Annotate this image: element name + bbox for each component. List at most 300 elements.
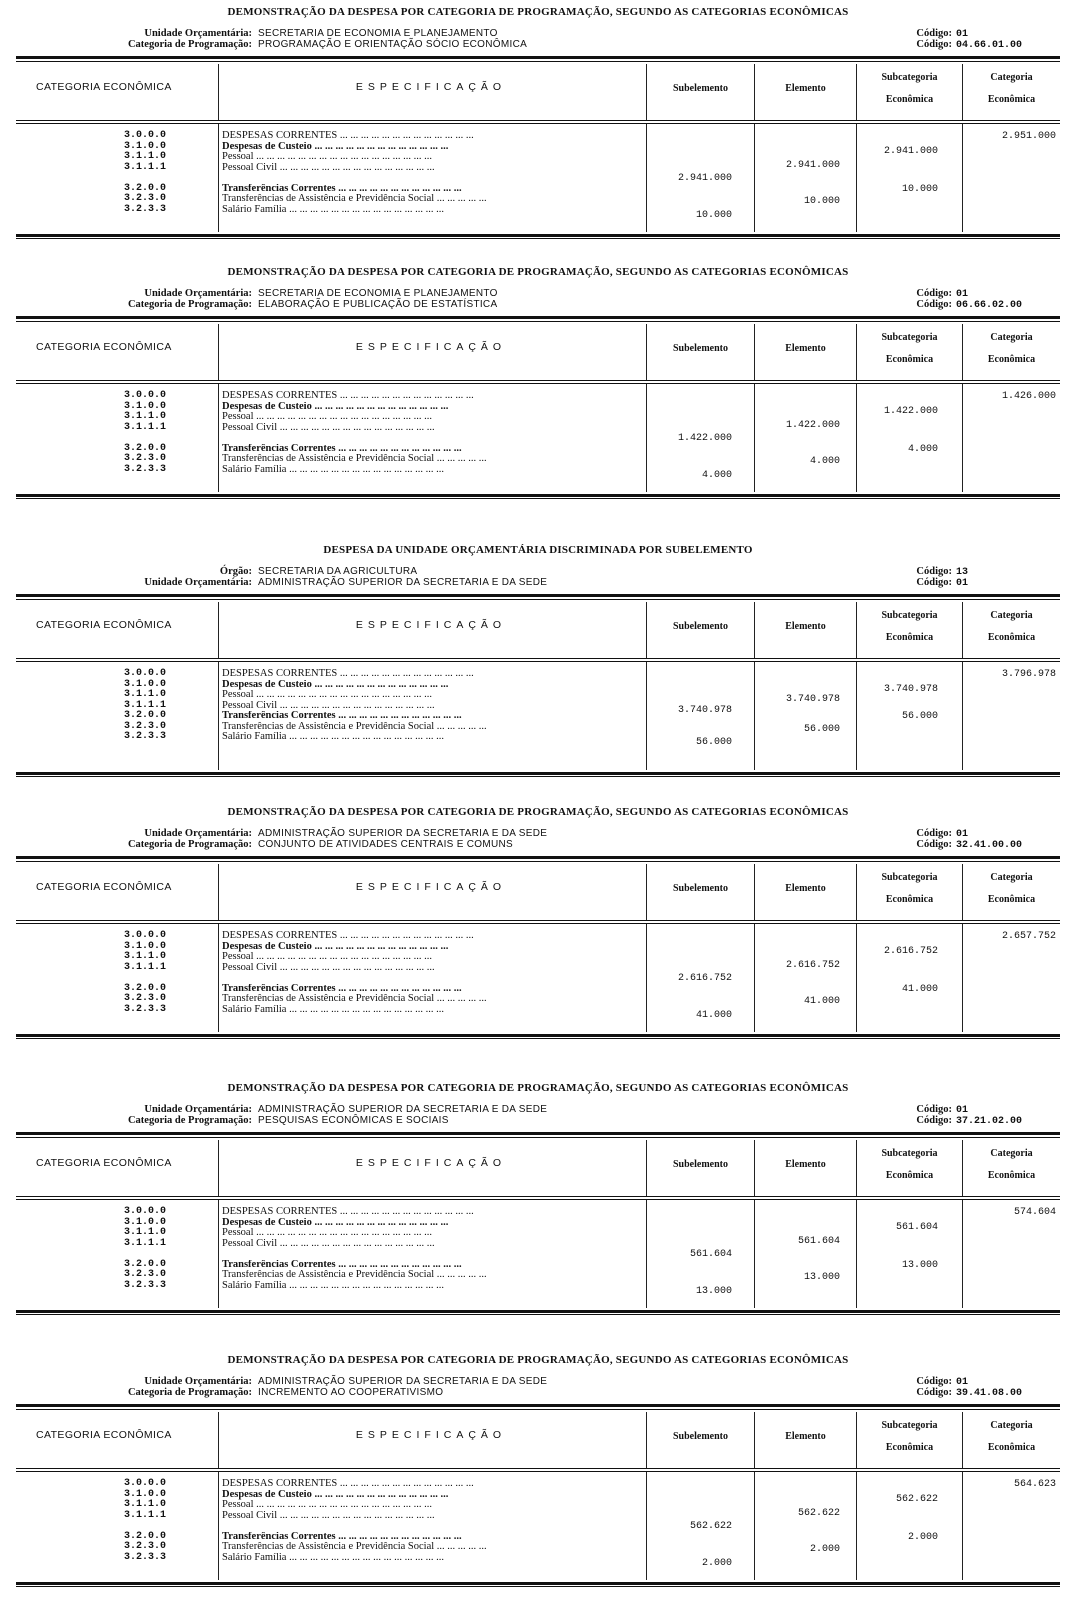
header-categoria-economica-col: Econômica [987, 1170, 1036, 1181]
table-rule [16, 1468, 1060, 1469]
meta-label: Unidade Orçamentária: [144, 28, 252, 39]
column-divider [218, 864, 219, 920]
header-categoria: Categoria [990, 72, 1033, 83]
code-value: 32.41.00.00 [956, 840, 1023, 851]
column-divider [218, 64, 219, 120]
code-label: Código: [916, 577, 952, 588]
category-code: 3.1.0.0 [123, 940, 166, 952]
code-label: Código: [916, 828, 952, 839]
header-categoria: Categoria [990, 1148, 1033, 1159]
code-label: Código: [916, 1104, 952, 1115]
header-categoria-economica-col: Econômica [987, 94, 1036, 105]
specification-item: Salário Família ... ... ... ... ... ... ... ... ... ... ... ... ... ... ... [222, 732, 444, 742]
specification-item: Transferências Correntes ... ... ... ... ... ... ... ... ... ... ... ... [222, 443, 462, 454]
value-elemento: 13.000 [803, 1272, 840, 1283]
category-code: 3.1.0.0 [123, 1488, 166, 1500]
code-value: 13 [956, 567, 969, 578]
header-subcategoria: Subcategoria [881, 332, 938, 343]
code-value: 01 [956, 1377, 969, 1388]
header-subelemento: Subelemento [673, 621, 728, 632]
category-codes [76, 1207, 166, 1291]
meta-row [56, 299, 497, 310]
specification-item: Transferências de Assistência e Previdência Social ... ... ... ... ... [222, 994, 487, 1004]
category-code: 3.1.1.1 [123, 1509, 166, 1521]
meta-label: Categoria de Programação: [127, 1387, 252, 1398]
table-rule [16, 1199, 1060, 1200]
specification-item: Despesas de Custeio ... ... ... ... ... ... ... ... ... ... ... ... ... [222, 401, 449, 412]
specification-item: Pessoal Civil ... ... ... ... ... ... ... ... ... ... ... ... ... ... ... [222, 1238, 435, 1249]
category-code [76, 1249, 166, 1260]
meta-value: SECRETARIA DE ECONOMIA E PLANEJAMENTO [258, 288, 498, 299]
value-categoria: 1.426.000 [1001, 391, 1056, 402]
column-divider [754, 662, 755, 770]
column-divider [218, 124, 219, 232]
meta-row [56, 828, 547, 839]
code-value: 01 [956, 829, 969, 840]
meta-label: Unidade Orçamentária: [144, 1104, 252, 1115]
category-code: 3.1.1.1 [123, 699, 166, 711]
value-subelemento: 56.000 [695, 737, 732, 748]
column-divider [962, 662, 963, 770]
category-code: 3.0.0.0 [123, 130, 166, 141]
specification-item [222, 1521, 634, 1532]
value-subelemento: 561.604 [689, 1248, 732, 1260]
column-divider [962, 924, 963, 1032]
specification-item: Pessoal ... ... ... ... ... ... ... ... ... ... ... ... ... ... ... ... ... [222, 1500, 432, 1510]
section-title: DEMONSTRAÇÃO DA DESPESA POR CATEGORIA DE PROGRAMAÇÃO, SEGUNDO AS CATEGORIAS ECONÔMICAS [227, 6, 849, 18]
category-code: 3.1.1.1 [123, 161, 166, 173]
header-especificacao: ESPECIFICAÇÃO [355, 881, 507, 893]
value-subelemento: 41.000 [695, 1009, 732, 1021]
header-categoria-economica-col: Econômica [987, 354, 1036, 365]
value-categoria: 2.951.000 [1001, 131, 1056, 142]
specification-item: Pessoal ... ... ... ... ... ... ... ... ... ... ... ... ... ... ... ... ... [222, 952, 432, 962]
value-subcategoria: 2.000 [907, 1531, 938, 1543]
column-divider [754, 1200, 755, 1308]
specification-list [222, 391, 634, 475]
value-subelemento: 2.616.752 [677, 972, 732, 984]
specification-list [222, 131, 634, 215]
meta-label: Unidade Orçamentária: [144, 577, 252, 588]
meta-label: Categoria de Programação: [127, 299, 252, 310]
specification-item: Salário Família ... ... ... ... ... ... ... ... ... ... ... ... ... ... ... [222, 1004, 444, 1015]
value-elemento: 56.000 [803, 723, 840, 735]
value-categoria: 564.623 [1013, 1479, 1056, 1490]
specification-item: Salário Família ... ... ... ... ... ... ... ... ... ... ... ... ... ... ... [222, 464, 444, 475]
category-code: 3.2.3.3 [123, 1003, 166, 1015]
table-rule [16, 599, 1060, 600]
category-code: 3.2.3.0 [123, 993, 166, 1004]
table-rule [16, 1582, 1060, 1585]
table-rule [16, 120, 1060, 121]
code-value: 37.21.02.00 [956, 1116, 1023, 1127]
code-label: Código: [916, 288, 952, 299]
meta-row [56, 39, 527, 50]
header-especificacao: ESPECIFICAÇÃO [355, 1157, 507, 1169]
header-categoria-economica: CATEGORIA ECONÔMICA [36, 1157, 172, 1169]
value-subcategoria: 56.000 [901, 711, 938, 722]
specification-item: Transferências de Assistência e Previdência Social ... ... ... ... ... [222, 194, 487, 204]
column-divider [856, 924, 857, 1032]
value-subcategoria: 561.604 [895, 1221, 938, 1233]
specification-item: Despesas de Custeio ... ... ... ... ... ... ... ... ... ... ... ... ... [222, 679, 449, 690]
specification-item: DESPESAS CORRENTES ... ... ... ... ... ... ... ... ... ... ... ... ... [222, 1479, 474, 1489]
category-code: 3.2.3.0 [123, 720, 166, 732]
header-subcategoria: Subcategoria [881, 72, 938, 83]
column-divider [218, 1472, 219, 1580]
category-code: 3.2.0.0 [123, 710, 166, 721]
meta-label: Unidade Orçamentária: [144, 1376, 252, 1387]
header-categoria: Categoria [990, 872, 1033, 883]
meta-value: PROGRAMAÇÃO E ORIENTAÇÃO SÓCIO ECONÔMICA [258, 39, 528, 50]
value-elemento: 4.000 [809, 456, 840, 467]
value-subelemento: 3.740.978 [677, 704, 732, 716]
meta-value: ADMINISTRAÇÃO SUPERIOR DA SECRETARIA E DA SEDE [258, 828, 548, 839]
specification-item: DESPESAS CORRENTES ... ... ... ... ... ... ... ... ... ... ... ... ... [222, 931, 474, 941]
header-subcategoria-economica: Econômica [885, 894, 934, 905]
category-code: 3.1.1.1 [123, 961, 166, 973]
budget-section [16, 806, 1060, 1056]
meta-row [56, 28, 498, 39]
specification-list [222, 669, 634, 743]
specification-item: Pessoal Civil ... ... ... ... ... ... ... ... ... ... ... ... ... ... ... [222, 162, 435, 173]
category-codes [76, 391, 166, 475]
meta-label: Categoria de Programação: [127, 39, 252, 50]
category-code: 3.2.3.3 [123, 1279, 166, 1291]
category-code: 3.2.3.3 [123, 731, 166, 742]
column-divider [856, 384, 857, 492]
table-rule [16, 776, 1060, 777]
section-title: DEMONSTRAÇÃO DA DESPESA POR CATEGORIA DE PROGRAMAÇÃO, SEGUNDO AS CATEGORIAS ECONÔMICAS [227, 1354, 849, 1366]
code-row [912, 299, 1022, 311]
code-value: 39.41.08.00 [956, 1388, 1023, 1399]
value-categoria: 574.604 [1013, 1207, 1056, 1218]
table-rule [16, 1132, 1060, 1135]
header-subelemento: Subelemento [673, 883, 728, 894]
specification-item: Pessoal Civil ... ... ... ... ... ... ... ... ... ... ... ... ... ... ... [222, 1510, 435, 1521]
specification-item: Despesas de Custeio ... ... ... ... ... ... ... ... ... ... ... ... ... [222, 141, 449, 152]
expense-table [16, 1404, 1060, 1594]
table-rule [16, 61, 1060, 62]
header-elemento: Elemento [785, 1431, 826, 1442]
value-subelemento: 4.000 [701, 469, 732, 481]
column-divider [962, 1472, 963, 1580]
specification-item: Pessoal ... ... ... ... ... ... ... ... ... ... ... ... ... ... ... ... ... [222, 412, 432, 422]
section-title: DEMONSTRAÇÃO DA DESPESA POR CATEGORIA DE PROGRAMAÇÃO, SEGUNDO AS CATEGORIAS ECONÔMICAS [227, 1082, 849, 1094]
header-categoria: Categoria [990, 1420, 1033, 1431]
column-divider [218, 1200, 219, 1308]
header-elemento: Elemento [785, 621, 826, 632]
category-code: 3.1.1.0 [123, 411, 166, 422]
header-subelemento: Subelemento [673, 1159, 728, 1170]
table-rule [16, 56, 1060, 59]
category-codes [76, 1479, 166, 1563]
specification-item: DESPESAS CORRENTES ... ... ... ... ... ... ... ... ... ... ... ... ... [222, 391, 474, 401]
value-subelemento: 13.000 [695, 1285, 732, 1297]
column-divider [754, 384, 755, 492]
header-categoria: Categoria [990, 332, 1033, 343]
meta-row [56, 1376, 547, 1387]
category-code: 3.1.1.1 [123, 421, 166, 433]
header-categoria-economica-col: Econômica [987, 894, 1036, 905]
header-subelemento: Subelemento [673, 83, 728, 94]
category-code: 3.2.3.0 [123, 193, 166, 204]
column-divider [856, 124, 857, 232]
category-code: 3.1.1.1 [123, 1237, 166, 1249]
category-code: 3.1.0.0 [123, 1216, 166, 1228]
meta-row [56, 566, 417, 577]
meta-row [56, 839, 513, 850]
category-code: 3.1.1.0 [123, 951, 166, 962]
category-code: 3.2.0.0 [123, 1530, 166, 1542]
specification-item [222, 433, 634, 444]
code-label: Código: [916, 1376, 952, 1387]
specification-item: DESPESAS CORRENTES ... ... ... ... ... ... ... ... ... ... ... ... ... [222, 1207, 474, 1217]
expense-table [16, 56, 1060, 246]
column-divider [218, 1140, 219, 1196]
code-label: Código: [916, 566, 952, 577]
header-subcategoria-economica: Econômica [885, 354, 934, 365]
specification-item: Pessoal ... ... ... ... ... ... ... ... ... ... ... ... ... ... ... ... ... [222, 1228, 432, 1238]
header-especificacao: ESPECIFICAÇÃO [355, 619, 507, 631]
header-subcategoria-economica: Econômica [885, 1170, 934, 1181]
value-subelemento: 2.000 [701, 1557, 732, 1569]
meta-value: ADMINISTRAÇÃO SUPERIOR DA SECRETARIA E DA SEDE [258, 577, 548, 588]
value-subcategoria: 41.000 [901, 983, 938, 995]
specification-item: Pessoal Civil ... ... ... ... ... ... ... ... ... ... ... ... ... ... ... [222, 962, 435, 973]
column-divider [646, 662, 647, 770]
category-code: 3.1.1.0 [123, 689, 166, 700]
value-subelemento: 2.941.000 [677, 172, 732, 184]
column-divider [218, 662, 219, 770]
category-code [76, 433, 166, 444]
column-divider [754, 124, 755, 232]
code-value: 04.66.01.00 [956, 40, 1023, 51]
value-elemento: 3.740.978 [785, 694, 840, 705]
category-code: 3.2.3.3 [123, 463, 166, 475]
meta-value: SECRETARIA DA AGRICULTURA [258, 566, 418, 577]
value-subelemento: 562.622 [689, 1520, 732, 1532]
category-code [76, 973, 166, 984]
table-rule [16, 1586, 1060, 1587]
meta-value: ADMINISTRAÇÃO SUPERIOR DA SECRETARIA E DA SEDE [258, 1376, 548, 1387]
meta-row [56, 1115, 449, 1126]
category-code: 3.2.0.0 [123, 982, 166, 994]
expense-table [16, 1132, 1060, 1322]
table-rule [16, 1137, 1060, 1138]
code-label: Código: [916, 1387, 952, 1398]
meta-label: Categoria de Programação: [127, 1115, 252, 1126]
header-elemento: Elemento [785, 883, 826, 894]
meta-row [56, 1387, 443, 1398]
header-categoria-economica-col: Econômica [987, 1442, 1036, 1453]
meta-label: Órgão: [219, 566, 252, 577]
code-row [912, 1387, 1022, 1399]
category-code: 3.1.1.0 [123, 1227, 166, 1238]
header-subcategoria: Subcategoria [881, 872, 938, 883]
section-title: DESPESA DA UNIDADE ORÇAMENTÁRIA DISCRIMINADA POR SUBELEMENTO [323, 544, 753, 556]
specification-list [222, 1207, 634, 1291]
header-especificacao: ESPECIFICAÇÃO [355, 341, 507, 353]
specification-item: Salário Família ... ... ... ... ... ... ... ... ... ... ... ... ... ... ... [222, 204, 444, 215]
specification-item: Transferências Correntes ... ... ... ... ... ... ... ... ... ... ... ... [222, 183, 462, 194]
specification-item: Despesas de Custeio ... ... ... ... ... ... ... ... ... ... ... ... ... [222, 941, 449, 952]
meta-label: Categoria de Programação: [127, 839, 252, 850]
code-label: Código: [916, 299, 952, 310]
section-title: DEMONSTRAÇÃO DA DESPESA POR CATEGORIA DE PROGRAMAÇÃO, SEGUNDO AS CATEGORIAS ECONÔMICAS [227, 266, 849, 278]
value-subelemento: 10.000 [695, 209, 732, 221]
specification-item: Pessoal Civil ... ... ... ... ... ... ... ... ... ... ... ... ... ... ... [222, 422, 435, 433]
header-subcategoria-economica: Econômica [885, 94, 934, 105]
category-code: 3.1.0.0 [123, 400, 166, 412]
column-divider [856, 1200, 857, 1308]
header-categoria: Categoria [990, 610, 1033, 621]
table-rule [16, 234, 1060, 237]
section-title: DEMONSTRAÇÃO DA DESPESA POR CATEGORIA DE PROGRAMAÇÃO, SEGUNDO AS CATEGORIAS ECONÔMICAS [227, 806, 849, 818]
category-code: 3.2.3.0 [123, 453, 166, 464]
specification-list [222, 1479, 634, 1563]
category-code: 3.2.0.0 [123, 1258, 166, 1270]
code-value: 01 [956, 29, 969, 40]
header-categoria-economica: CATEGORIA ECONÔMICA [36, 881, 172, 893]
value-elemento: 562.622 [797, 1508, 840, 1519]
specification-item: Despesas de Custeio ... ... ... ... ... ... ... ... ... ... ... ... ... [222, 1489, 449, 1500]
table-rule [16, 1196, 1060, 1197]
expense-table [16, 316, 1060, 506]
category-code [76, 173, 166, 184]
table-rule [16, 316, 1060, 319]
budget-section [16, 266, 1060, 516]
table-rule [16, 1409, 1060, 1410]
table-rule [16, 1038, 1060, 1039]
value-subcategoria: 3.740.978 [883, 683, 938, 695]
specification-item: DESPESAS CORRENTES ... ... ... ... ... ... ... ... ... ... ... ... ... [222, 669, 474, 679]
category-code: 3.1.0.0 [123, 678, 166, 690]
specification-item [222, 173, 634, 184]
table-rule [16, 861, 1060, 862]
column-divider [856, 1472, 857, 1580]
specification-item: Transferências de Assistência e Previdência Social ... ... ... ... ... [222, 721, 487, 732]
meta-value: CONJUNTO DE ATIVIDADES CENTRAIS E COMUNS [258, 839, 513, 850]
table-rule [16, 1034, 1060, 1037]
specification-item [222, 1249, 634, 1260]
specification-list [222, 931, 634, 1015]
meta-label: Unidade Orçamentária: [144, 288, 252, 299]
specification-item: Pessoal ... ... ... ... ... ... ... ... ... ... ... ... ... ... ... ... ... [222, 152, 432, 162]
header-subelemento: Subelemento [673, 343, 728, 354]
meta-value: INCREMENTO AO COOPERATIVISMO [258, 1387, 444, 1398]
meta-row [56, 577, 547, 588]
table-rule [16, 238, 1060, 239]
code-value: 01 [956, 1105, 969, 1116]
category-codes [76, 931, 166, 1015]
specification-item: Transferências Correntes ... ... ... ... ... ... ... ... ... ... ... ... [222, 1259, 462, 1270]
table-rule [16, 498, 1060, 499]
header-categoria-economica: CATEGORIA ECONÔMICA [36, 1429, 172, 1441]
code-label: Código: [916, 1115, 952, 1126]
category-code: 3.1.1.0 [123, 1499, 166, 1510]
code-value: 06.66.02.00 [956, 300, 1023, 311]
value-elemento: 10.000 [803, 196, 840, 207]
column-divider [962, 124, 963, 232]
header-especificacao: ESPECIFICAÇÃO [355, 81, 507, 93]
category-code: 3.0.0.0 [123, 1206, 166, 1217]
table-rule [16, 856, 1060, 859]
header-categoria-economica-col: Econômica [987, 632, 1036, 643]
value-categoria: 2.657.752 [1001, 931, 1056, 942]
column-divider [218, 324, 219, 380]
code-value: 01 [956, 578, 969, 589]
table-rule [16, 1471, 1060, 1472]
specification-item: Transferências de Assistência e Previdência Social ... ... ... ... ... [222, 1542, 487, 1552]
value-subcategoria: 1.422.000 [883, 405, 938, 417]
category-code: 3.0.0.0 [123, 390, 166, 401]
column-divider [218, 602, 219, 658]
specification-item: Transferências de Assistência e Previdência Social ... ... ... ... ... [222, 454, 487, 464]
category-code: 3.2.0.0 [123, 182, 166, 194]
category-code: 3.2.3.3 [123, 1551, 166, 1563]
meta-row [56, 1104, 547, 1115]
header-subcategoria-economica: Econômica [885, 1442, 934, 1453]
column-divider [218, 384, 219, 492]
table-rule [16, 1404, 1060, 1407]
category-code: 3.0.0.0 [123, 668, 166, 679]
header-subcategoria: Subcategoria [881, 1148, 938, 1159]
meta-value: ELABORAÇÃO E PUBLICAÇÃO DE ESTATÍSTICA [258, 299, 498, 310]
specification-item: Despesas de Custeio ... ... ... ... ... ... ... ... ... ... ... ... ... [222, 1217, 449, 1228]
table-rule [16, 494, 1060, 497]
specification-item: Pessoal ... ... ... ... ... ... ... ... ... ... ... ... ... ... ... ... ... [222, 690, 432, 700]
specification-item: DESPESAS CORRENTES ... ... ... ... ... ... ... ... ... ... ... ... ... [222, 131, 474, 141]
expense-table [16, 594, 1060, 784]
value-elemento: 2.616.752 [785, 960, 840, 971]
specification-item: Transferências Correntes ... ... ... ... ... ... ... ... ... ... ... ... [222, 1531, 462, 1542]
header-categoria-economica: CATEGORIA ECONÔMICA [36, 81, 172, 93]
category-code [76, 1521, 166, 1532]
specification-item: Salário Família ... ... ... ... ... ... ... ... ... ... ... ... ... ... ... [222, 1280, 444, 1291]
code-label: Código: [916, 39, 952, 50]
table-rule [16, 661, 1060, 662]
category-codes [76, 669, 166, 743]
category-code: 3.0.0.0 [123, 1478, 166, 1489]
header-elemento: Elemento [785, 83, 826, 94]
value-elemento: 41.000 [803, 996, 840, 1007]
expense-table [16, 856, 1060, 1046]
table-rule [16, 772, 1060, 775]
code-row [912, 39, 1022, 51]
column-divider [962, 384, 963, 492]
code-row [912, 839, 1022, 851]
value-subcategoria: 13.000 [901, 1259, 938, 1271]
value-subcategoria: 2.941.000 [883, 145, 938, 157]
table-rule [16, 1310, 1060, 1313]
code-value: 01 [956, 289, 969, 300]
header-subcategoria: Subcategoria [881, 1420, 938, 1431]
header-categoria-economica: CATEGORIA ECONÔMICA [36, 619, 172, 631]
specification-item: Transferências de Assistência e Previdência Social ... ... ... ... ... [222, 1270, 487, 1280]
code-row [912, 577, 968, 589]
budget-section [16, 6, 1060, 256]
specification-item: Transferências Correntes ... ... ... ... ... ... ... ... ... ... ... ... [222, 983, 462, 994]
meta-value: PESQUISAS ECONÔMICAS E SOCIAIS [258, 1115, 449, 1126]
value-subelemento: 1.422.000 [677, 432, 732, 444]
table-rule [16, 380, 1060, 381]
header-subcategoria-economica: Econômica [885, 632, 934, 643]
code-label: Código: [916, 839, 952, 850]
value-elemento: 1.422.000 [785, 420, 840, 431]
table-rule [16, 321, 1060, 322]
category-code: 3.1.1.0 [123, 151, 166, 162]
